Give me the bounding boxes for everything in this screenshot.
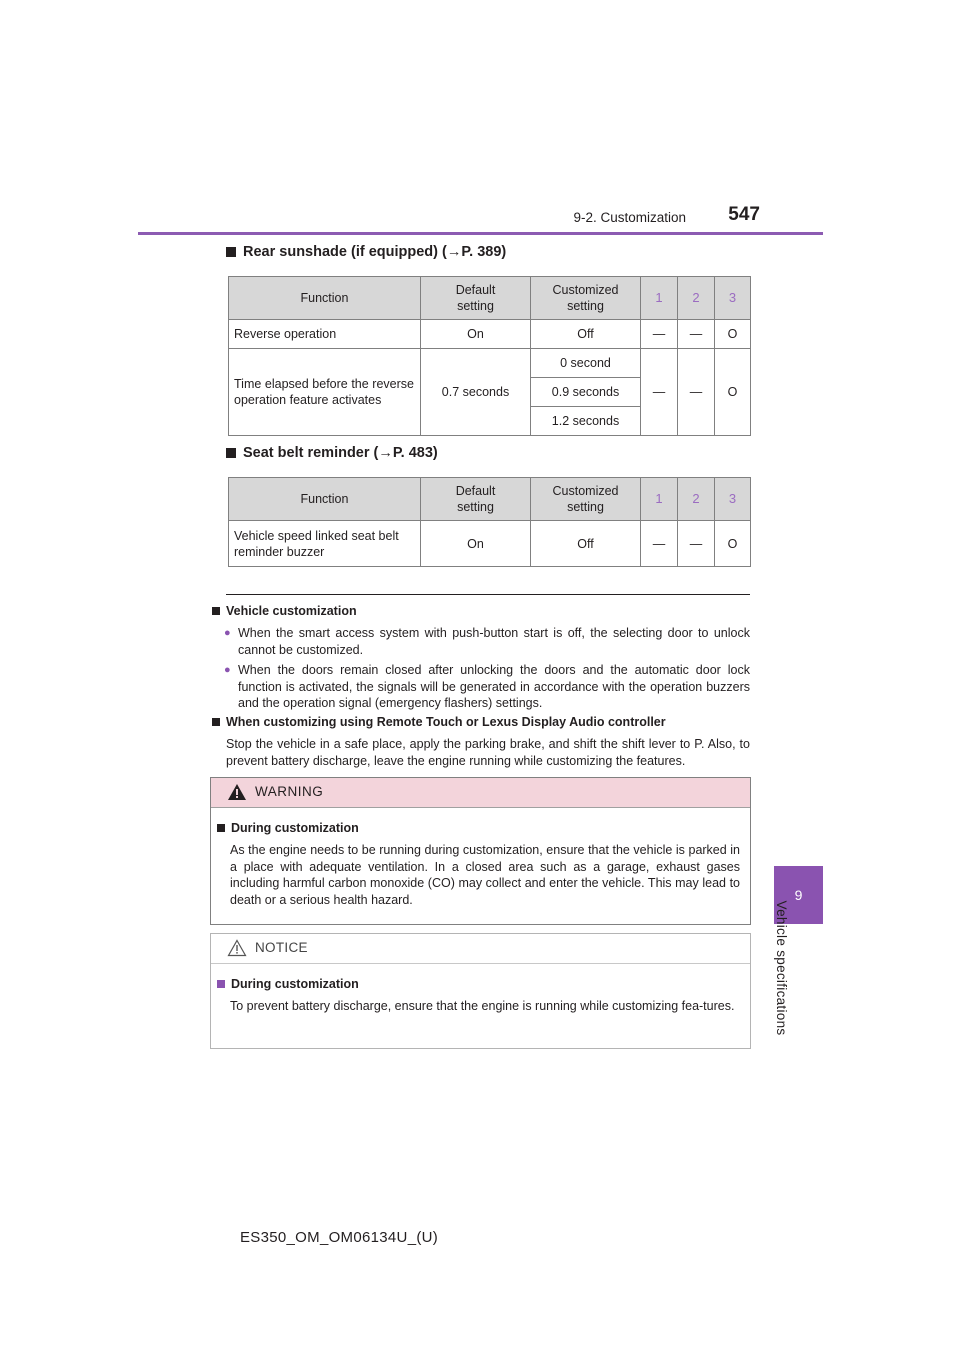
cell-col-2: — (678, 349, 715, 436)
note-heading-vehicle-customization (212, 604, 357, 618)
cell-default: 0.7 seconds (421, 349, 531, 436)
round-bullet-icon: ● (224, 664, 231, 676)
cell-col-3: O (715, 320, 751, 349)
warning-header (211, 778, 750, 808)
header-col-3 (715, 277, 751, 320)
cell-function: Reverse operation (229, 320, 421, 349)
seat-belt-table (228, 477, 751, 567)
cell-col-3: O (715, 349, 751, 436)
note-paragraph: Stop the vehicle in a safe place, apply the parking brake, and shift the shift lever to P. Also, to prevent battery discharge, leave the engine running while customizing the features. (226, 737, 750, 768)
cell-customized-option: 0 second (531, 349, 641, 378)
notice-text: To prevent battery discharge, ensure that the engine is running while customizing fea-tures. (230, 999, 735, 1013)
square-bullet-icon (217, 980, 225, 988)
header-customized: Customized setting (531, 478, 641, 521)
header-col-1 (641, 478, 678, 521)
header-function: Function (229, 478, 421, 521)
document-code: ES350_OM_OM06134U_(U) (240, 1229, 439, 1246)
cell-col-1: — (641, 320, 678, 349)
table-header-row (229, 478, 751, 521)
section-title: 9-2. Customization (573, 210, 686, 225)
section-heading-text: Rear sunshade (if equipped) (→P. 389) (243, 244, 507, 260)
warning-heading-text: During customization (231, 821, 359, 835)
list-item (224, 625, 750, 658)
warning-text: As the engine needs to be running during customization, ensure that the vehicle is parked in a place with adequate ventilation. In a closed area such as a garage, exhaust gases including harmful carbon monoxide (CO) may collect and enter the vehicle. This may lead to death or a serious health hazard. (230, 843, 740, 907)
chapter-side-label: Vehicle specifications (774, 900, 789, 1036)
cell-col-1: — (641, 349, 678, 436)
table-header-row (229, 277, 751, 320)
round-bullet-icon: ● (224, 627, 231, 639)
square-bullet-icon (226, 247, 236, 257)
circled-number-2-icon: 2 (692, 290, 700, 305)
square-bullet-icon (212, 607, 220, 615)
header-rule (138, 232, 823, 235)
warning-title: WARNING (255, 784, 324, 799)
note-heading-remote-touch (212, 715, 666, 729)
chapter-tab: 9 (774, 866, 823, 924)
section-heading-rear-sunshade (226, 244, 506, 260)
cell-customized: Off (531, 521, 641, 567)
cell-function: Time elapsed before the reverse operation feature activates (229, 349, 421, 436)
square-bullet-icon (212, 718, 220, 726)
list-item (224, 662, 750, 712)
cell-col-2: — (678, 320, 715, 349)
rear-sunshade-table (228, 276, 751, 436)
note-heading-text: Vehicle customization (226, 604, 357, 618)
circled-number-1-icon: 1 (655, 290, 663, 305)
cell-default: On (421, 521, 531, 567)
notice-heading-text: During customization (231, 977, 359, 991)
header-default: Default setting (421, 277, 531, 320)
header-customized: Customized setting (531, 277, 641, 320)
section-heading-seat-belt (226, 445, 438, 461)
section-heading-text: Seat belt reminder (→P. 483) (243, 445, 438, 461)
notice-title: NOTICE (255, 940, 308, 955)
cell-col-1: — (641, 521, 678, 567)
notice-header (211, 934, 750, 964)
warning-box (210, 777, 751, 925)
circled-number-3-icon: 3 (728, 491, 737, 506)
table-row (229, 521, 751, 567)
warning-triangle-icon (227, 783, 247, 801)
circled-number-3-icon: 3 (728, 290, 737, 305)
cell-default: On (421, 320, 531, 349)
notice-heading (217, 977, 359, 991)
header-function: Function (229, 277, 421, 320)
table-row (229, 349, 751, 378)
warning-heading (217, 821, 359, 835)
page-number: 547 (728, 204, 760, 225)
section-divider (226, 594, 750, 595)
notice-box (210, 933, 751, 1049)
cell-customized: Off (531, 320, 641, 349)
circled-number-2-icon: 2 (692, 491, 700, 506)
list-item-text: When the doors remain closed after unlocking the doors and the automatic door lock function is activated, the signals will be generated in accordance with the operation buzzers and the operation signal (emergency flashers) settings. (238, 663, 750, 710)
cell-col-3: O (715, 521, 751, 567)
cell-customized-option: 0.9 seconds (531, 378, 641, 407)
square-bullet-icon (217, 824, 225, 832)
table-row (229, 320, 751, 349)
header-col-3 (715, 478, 751, 521)
cell-customized-option: 1.2 seconds (531, 407, 641, 436)
header-col-1 (641, 277, 678, 320)
circled-number-1-icon: 1 (655, 491, 663, 506)
caution-triangle-icon (227, 939, 247, 957)
header-col-2 (678, 478, 715, 521)
cell-function: Vehicle speed linked seat belt reminder buzzer (229, 521, 421, 567)
square-bullet-icon (226, 448, 236, 458)
header-default: Default setting (421, 478, 531, 521)
list-item-text: When the smart access system with push-button start is off, the selecting door to unlock cannot be customized. (238, 626, 750, 657)
note-heading-text: When customizing using Remote Touch or Lexus Display Audio controller (226, 715, 666, 729)
cell-col-2: — (678, 521, 715, 567)
header-col-2 (678, 277, 715, 320)
